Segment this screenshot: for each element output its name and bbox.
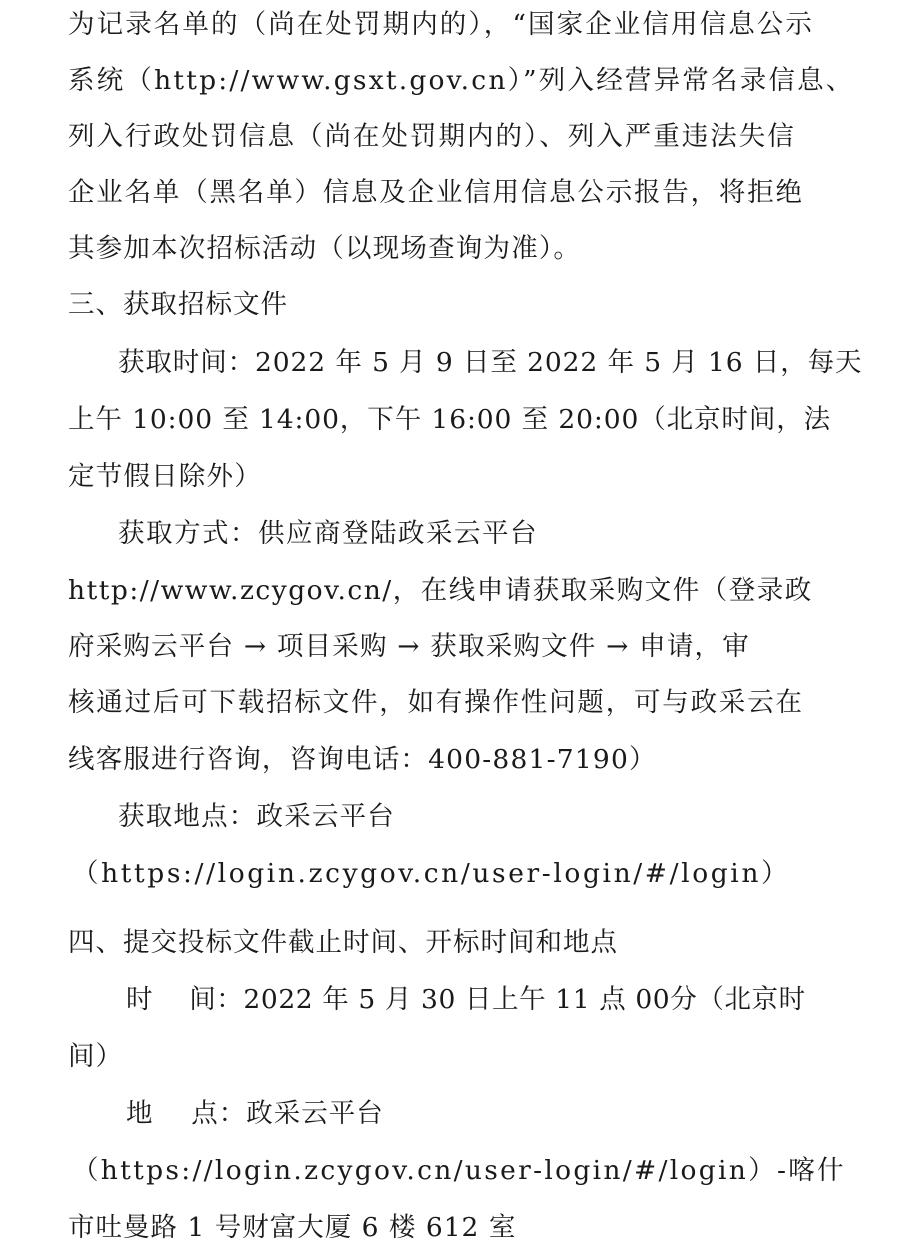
text-line: 上午 10:00 至 14:00，下午 16:00 至 20:00（北京时间，法 — [68, 404, 832, 435]
section-heading: 三、获取招标文件 — [68, 289, 288, 320]
text-line: http://www.zcygov.cn/，在线申请获取采购文件（登录政 — [68, 575, 813, 606]
section-heading: 四、提交投标文件截止时间、开标时间和地点 — [68, 927, 618, 958]
text-line: 间） — [68, 1041, 123, 1072]
text-line: 列入行政处罚信息（尚在处罚期内的）、列入严重违法失信 — [68, 121, 796, 152]
text-line: 获取地点：政采云平台 — [118, 801, 395, 832]
text-line: 其参加本次招标活动（以现场查询为准）。 — [68, 233, 582, 264]
text-line: 定节假日除外） — [68, 461, 262, 492]
text-line: 地 点：政采云平台 — [126, 1098, 384, 1129]
text-line: 获取时间：2022 年 5 月 9 日至 2022 年 5 月 16 日，每天 — [118, 347, 863, 378]
text-line: 获取方式：供应商登陆政采云平台 — [118, 518, 538, 549]
text-line: 系统（http://www.gsxt.gov.cn）”列入经营异常名录信息、 — [68, 65, 855, 96]
text-line: （https://login.zcygov.cn/user-login/#/login） — [72, 858, 791, 889]
text-line: 时 间：2022 年 5 月 30 日上午 11 点 00分（北京时 — [126, 984, 806, 1015]
text-line: （https://login.zcygov.cn/user-login/#/login）-喀什 — [72, 1155, 846, 1186]
text-line: 核通过后可下载招标文件，如有操作性问题，可与政采云在 — [68, 687, 804, 718]
text-line: 府采购云平台 → 项目采购 → 获取采购文件 → 申请，审 — [68, 631, 750, 662]
text-line: 线客服进行咨询，咨询电话：400-881-7190） — [68, 744, 657, 775]
text-line: 市吐曼路 1 号财富大厦 6 楼 612 室 — [68, 1212, 517, 1243]
text-line: 为记录名单的（尚在处罚期内的），“国家企业信用信息公示 — [68, 9, 814, 40]
text-line: 企业名单（黑名单）信息及企业信用信息公示报告，将拒绝 — [68, 177, 804, 208]
